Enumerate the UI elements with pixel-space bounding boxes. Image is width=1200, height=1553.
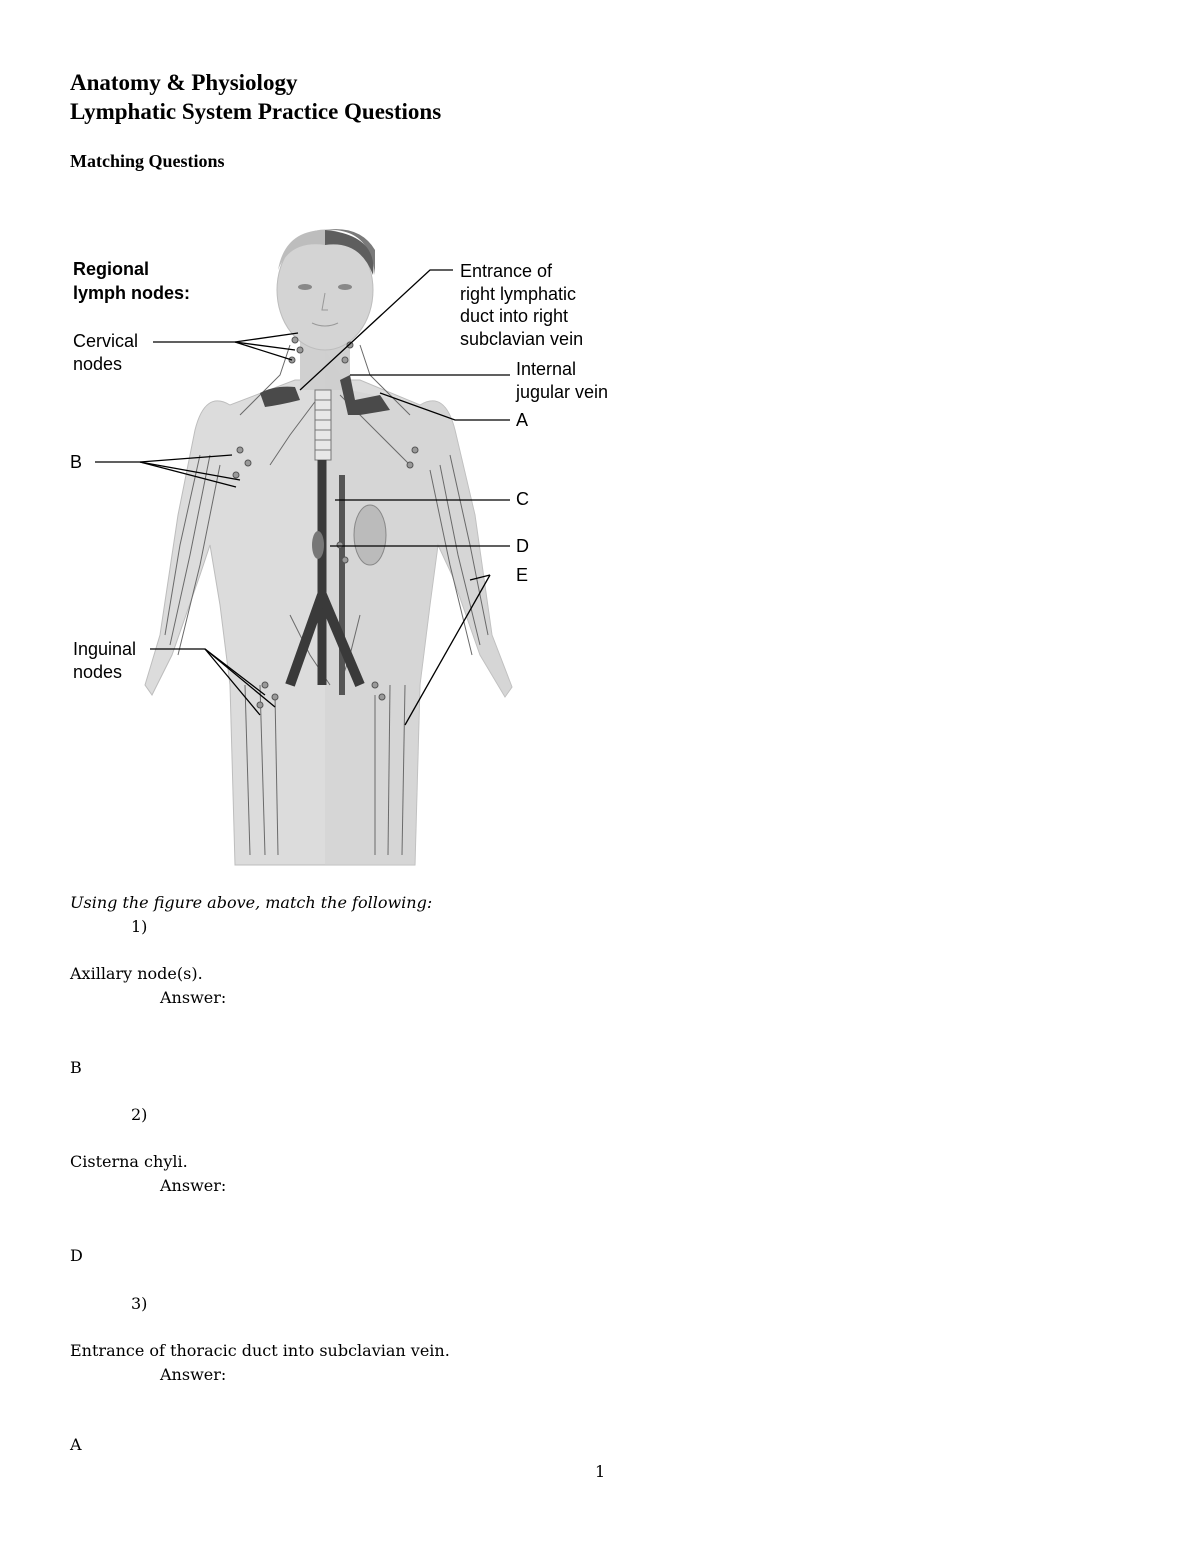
lymphatic-system-figure: [60, 215, 650, 875]
answer-label: Answer:: [160, 988, 227, 1007]
entrance-label: Entrance of: [460, 261, 553, 281]
internal-jugular-label: Internal: [516, 359, 577, 379]
entrance-label-2: right lymphatic: [460, 284, 577, 304]
label-c: C: [516, 489, 529, 509]
instructions: Using the figure above, match the following:: [70, 893, 433, 912]
question-number: 1): [131, 917, 148, 936]
answer-value: A: [70, 1435, 82, 1454]
label-d: D: [516, 536, 529, 556]
answer-value: D: [70, 1246, 83, 1265]
answer-label: Answer:: [160, 1365, 227, 1384]
entrance-label-4: subclavian vein: [460, 329, 584, 349]
document-subtitle: Lymphatic System Practice Questions: [70, 99, 442, 124]
answer-value: B: [70, 1058, 82, 1077]
inguinal-nodes-label-2: nodes: [73, 662, 123, 682]
internal-jugular-label-2: jugular vein: [516, 382, 609, 402]
document-title: Anatomy & Physiology: [70, 70, 298, 95]
regional-nodes-label: Regional: [73, 259, 150, 279]
question-text: Axillary node(s).: [70, 964, 203, 983]
label-b: B: [70, 452, 83, 472]
label-e: E: [516, 565, 529, 585]
page-number: 1: [595, 1462, 606, 1481]
section-heading: Matching Questions: [70, 151, 225, 171]
question-text: Entrance of thoracic duct into subclavian vein.: [70, 1341, 450, 1360]
question-number: 3): [131, 1294, 148, 1313]
regional-nodes-label-2: lymph nodes:: [73, 283, 191, 303]
answer-label: Answer:: [160, 1176, 227, 1195]
cervical-nodes-label-2: nodes: [73, 354, 123, 374]
question-text: Cisterna chyli.: [70, 1152, 188, 1171]
inguinal-nodes-label: Inguinal: [73, 639, 137, 659]
entrance-label-3: duct into right: [460, 306, 569, 326]
trachea: [315, 390, 331, 460]
cervical-nodes-label: Cervical: [73, 331, 139, 351]
label-a: A: [516, 410, 529, 430]
question-number: 2): [131, 1105, 148, 1124]
body-silhouette: [145, 229, 512, 865]
